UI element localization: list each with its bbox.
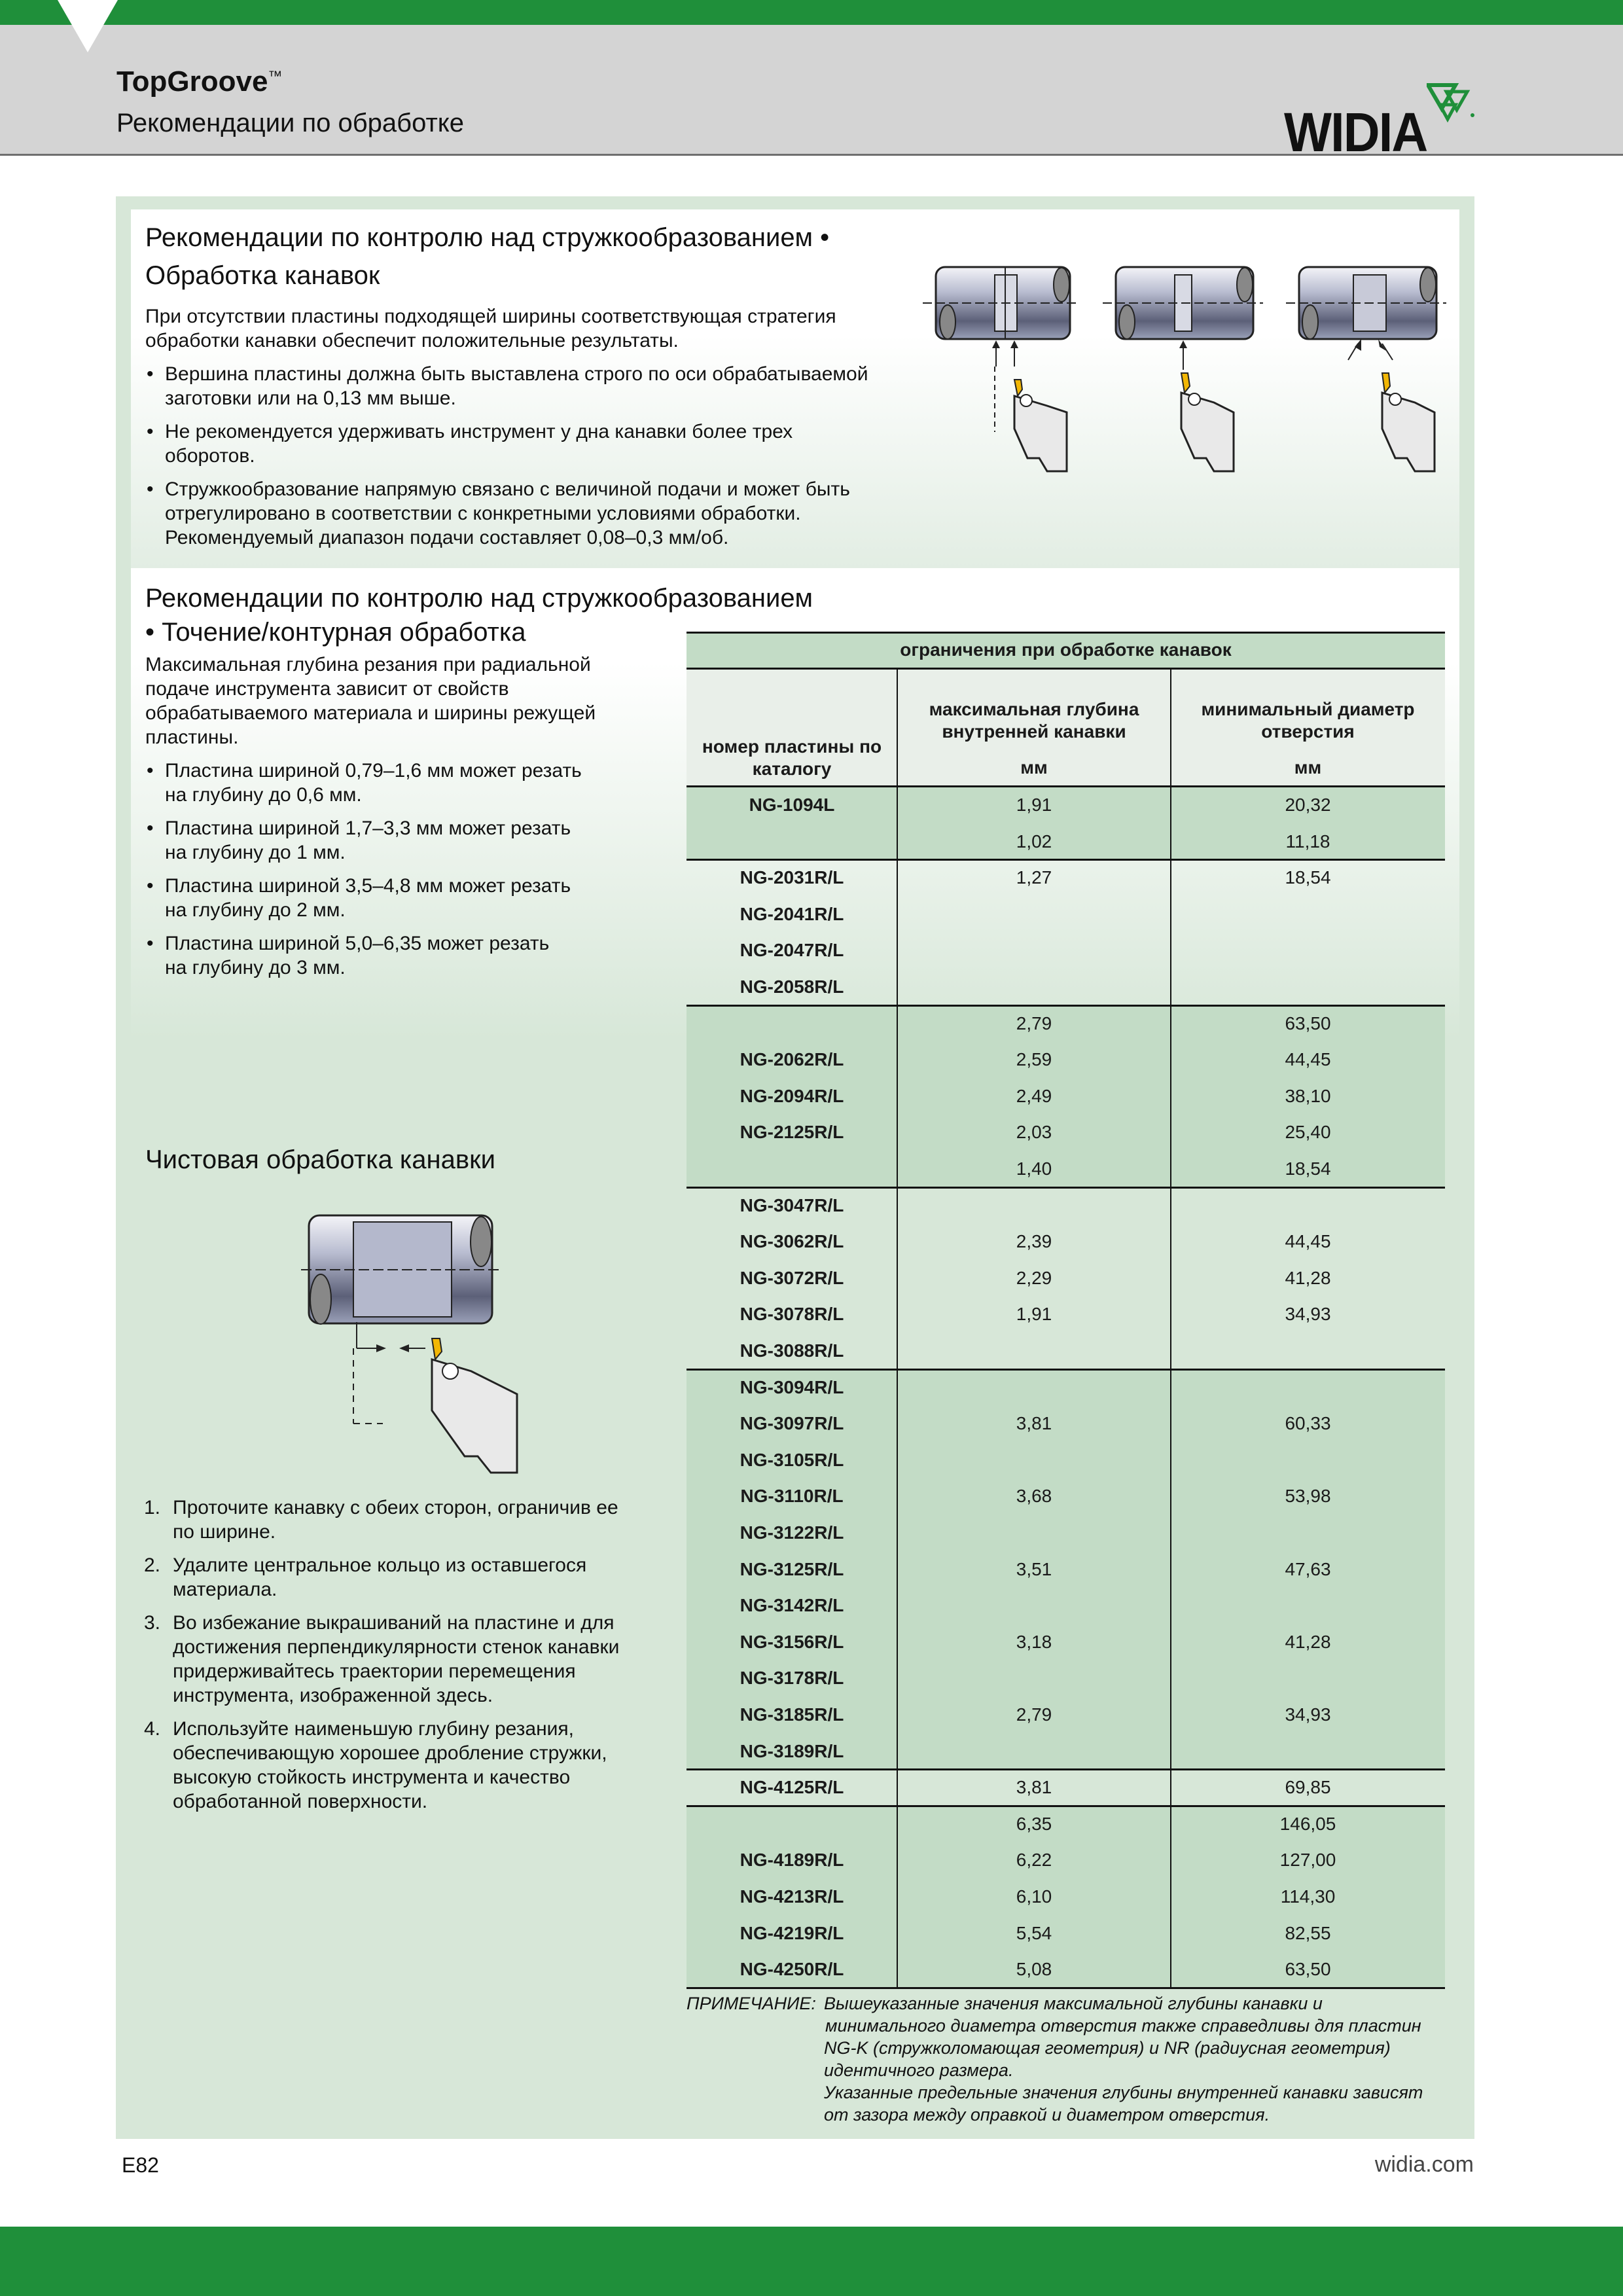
- cell-min-bore: 47,63: [1285, 1558, 1331, 1579]
- table-row: [687, 1515, 1445, 1551]
- table-row: [687, 969, 1445, 1005]
- table-row: [687, 1223, 1445, 1260]
- cell-max-depth: [897, 896, 1171, 933]
- cell-min-bore: 63,50: [1285, 1959, 1331, 1980]
- cell-min-bore: [1171, 1442, 1445, 1479]
- table-row: [687, 1151, 1445, 1187]
- cell-max-depth: [897, 969, 1171, 1005]
- section2-intro: Максимальная глубина резания при радиальной подаче инструмента зависит от свойств обрабатываемого материала и ширины режущей пластины.: [145, 654, 596, 748]
- cell-min-bore: 44,45: [1285, 1049, 1331, 1070]
- cell-max-depth: [897, 1333, 1171, 1369]
- col-header-max-depth: максимальная глубина внутренней канавки: [929, 699, 1139, 742]
- cell-insert-number: NG-3062R/L: [740, 1231, 844, 1252]
- unit-min-bore: мм: [1294, 757, 1322, 778]
- section1-title-line1: Рекомендации по контролю над стружкообразованием •: [145, 223, 830, 252]
- cell-max-depth: 2,59: [1016, 1049, 1052, 1070]
- group-rule: [687, 1805, 1445, 1807]
- column-rule: [1170, 668, 1171, 1988]
- cell-min-bore: 63,50: [1285, 1013, 1331, 1033]
- cell-min-bore: [1171, 1515, 1445, 1551]
- cell-min-bore: 53,98: [1285, 1486, 1331, 1507]
- group-rule: [687, 1369, 1445, 1371]
- table-row: [687, 1296, 1445, 1333]
- cell-insert-number: NG-3185R/L: [740, 1704, 844, 1725]
- cell-min-bore: 127,00: [1279, 1850, 1336, 1871]
- cell-insert-number: NG-2031R/L: [740, 867, 844, 888]
- table-title-rule: [687, 668, 1445, 670]
- cell-insert-number: NG-3097R/L: [740, 1413, 844, 1434]
- page-header: [0, 25, 1623, 163]
- cell-min-bore: [1171, 896, 1445, 933]
- widia-triangle-logo-icon: [1427, 82, 1479, 128]
- cell-min-bore: [1171, 1733, 1445, 1770]
- unit-max-depth: мм: [1020, 757, 1048, 778]
- cell-insert-number: NG-3189R/L: [740, 1740, 844, 1761]
- cell-insert-number: NG-3125R/L: [740, 1558, 844, 1579]
- finish-step: 3. Во избежание выкрашиваний на пластине и для достижения перпендикулярности стенок канавки придерживайтесь траектории перемещения инструмента, изображенной здесь.: [144, 1612, 620, 1706]
- cell-insert-number: NG-2058R/L: [740, 977, 844, 997]
- finish-step: 2. Удалите центральное кольцо из оставшегося материала.: [144, 1554, 587, 1600]
- cell-insert-number: NG-3110R/L: [740, 1486, 844, 1507]
- section2-title-line1: Рекомендации по контролю над стружкообразованием: [145, 584, 813, 613]
- cell-insert-number: [687, 823, 897, 860]
- cell-min-bore: 44,45: [1285, 1231, 1331, 1252]
- shaft-diagram-3: [1286, 267, 1446, 471]
- finish-grooving-illustration: [301, 1208, 530, 1486]
- cell-min-bore: 20,32: [1285, 795, 1331, 815]
- cell-insert-number: NG-4213R/L: [740, 1886, 844, 1907]
- cell-max-depth: [897, 1369, 1171, 1406]
- group-rule: [687, 859, 1445, 861]
- table-row: [687, 1405, 1445, 1442]
- cell-min-bore: 82,55: [1285, 1922, 1331, 1943]
- cell-max-depth: 3,81: [1016, 1413, 1052, 1434]
- section2-bullet: • Пластина шириной 3,5–4,8 мм может резать на глубину до 2 мм.: [144, 874, 571, 922]
- table-row: [687, 1005, 1445, 1042]
- table-row: [687, 1078, 1445, 1115]
- group-rule: [687, 1768, 1445, 1770]
- cell-min-bore: [1171, 969, 1445, 1005]
- cell-insert-number: [687, 1806, 897, 1842]
- cell-min-bore: 114,30: [1280, 1886, 1336, 1907]
- table-title: ограничения при обработке канавок: [900, 639, 1232, 660]
- cell-max-depth: 2,03: [1016, 1122, 1052, 1143]
- table-row: [687, 1260, 1445, 1297]
- table-row: [687, 1842, 1445, 1878]
- cell-insert-number: NG-3105R/L: [740, 1449, 844, 1470]
- product-name: TopGroove™: [116, 65, 283, 98]
- table-bottom-rule: [687, 1987, 1445, 1989]
- table-row: [687, 1587, 1445, 1624]
- cell-max-depth: 5,54: [1016, 1922, 1052, 1943]
- table-row: [687, 1915, 1445, 1952]
- cell-insert-number: NG-3094R/L: [740, 1376, 844, 1397]
- cell-min-bore: [1171, 1660, 1445, 1696]
- table-row: [687, 1369, 1445, 1406]
- table-row: [687, 1696, 1445, 1733]
- cell-insert-number: NG-2047R/L: [740, 940, 844, 961]
- section2-bullet: • Пластина шириной 0,79–1,6 мм может резать на глубину до 0,6 мм.: [144, 759, 582, 807]
- cell-min-bore: 34,93: [1285, 1304, 1331, 1325]
- table-top-rule: [687, 632, 1445, 634]
- cell-insert-number: NG-2094R/L: [740, 1085, 844, 1106]
- cell-min-bore: 38,10: [1285, 1085, 1331, 1106]
- cell-max-depth: 1,91: [1016, 1304, 1052, 1325]
- finish-step: 1. Проточите канавку с обеих сторон, ограничив ее по ширине.: [144, 1497, 618, 1543]
- cell-max-depth: 3,18: [1016, 1631, 1052, 1652]
- bottom-green-bar: [0, 2227, 1623, 2296]
- top-green-bar: [0, 0, 1623, 25]
- cell-insert-number: NG-2062R/L: [740, 1049, 844, 1070]
- cell-min-bore: 60,33: [1285, 1413, 1331, 1434]
- table-row: [687, 1114, 1445, 1151]
- cell-insert-number: NG-3178R/L: [740, 1668, 844, 1689]
- page-number: E82: [122, 2153, 159, 2177]
- cell-insert-number: NG-3047R/L: [740, 1194, 844, 1215]
- table-row: [687, 1478, 1445, 1515]
- table-row: [687, 859, 1445, 896]
- cell-min-bore: 146,05: [1279, 1813, 1336, 1834]
- group-rule: [687, 1005, 1445, 1007]
- section2-title-line2: • Точение/контурная обработка: [145, 618, 526, 647]
- table-row: [687, 896, 1445, 933]
- cell-insert-number: NG-4250R/L: [740, 1959, 844, 1980]
- table-row: [687, 1733, 1445, 1770]
- table-header-rule: [687, 785, 1445, 787]
- cell-max-depth: [897, 1587, 1171, 1624]
- cell-insert-number: NG-3156R/L: [740, 1631, 844, 1652]
- table-row: [687, 1769, 1445, 1806]
- cell-max-depth: 2,29: [1016, 1267, 1052, 1288]
- col-header-min-bore: минимальный диаметр отверстия: [1201, 699, 1415, 742]
- table-row: [687, 1041, 1445, 1078]
- cell-min-bore: 25,40: [1285, 1122, 1331, 1143]
- cell-insert-number: NG-3088R/L: [740, 1340, 844, 1361]
- cell-min-bore: [1171, 932, 1445, 969]
- cell-insert-number: NG-1094L: [749, 795, 835, 815]
- cell-insert-number: NG-4219R/L: [740, 1922, 844, 1943]
- cell-max-depth: 1,02: [1016, 831, 1052, 852]
- website-link[interactable]: widia.com: [1374, 2152, 1474, 2177]
- cell-max-depth: 2,79: [1016, 1704, 1052, 1725]
- cell-min-bore: [1171, 1369, 1445, 1406]
- table-row: [687, 1951, 1445, 1988]
- cell-insert-number: NG-4125R/L: [740, 1777, 844, 1798]
- cell-min-bore: 18,54: [1285, 1158, 1331, 1179]
- cell-max-depth: 2,39: [1016, 1231, 1052, 1252]
- cell-max-depth: 1,91: [1016, 795, 1052, 815]
- finish-step: 4. Используйте наименьшую глубину резания, обеспечивающую хорошее дробление стружки, высокую стойкость инструмента и качество обработанной поверхности.: [144, 1718, 607, 1812]
- table-row: [687, 1806, 1445, 1842]
- cell-insert-number: NG-3072R/L: [740, 1267, 844, 1288]
- cell-max-depth: [897, 1733, 1171, 1770]
- cell-max-depth: 3,68: [1016, 1486, 1052, 1507]
- header-notch: [58, 0, 118, 52]
- cell-max-depth: [897, 1442, 1171, 1479]
- table-row: [687, 1624, 1445, 1660]
- cell-min-bore: 69,85: [1285, 1777, 1331, 1798]
- section1-bullet: • Не рекомендуется удерживать инструмент у дна канавки более трех оборотов.: [144, 420, 793, 468]
- section1-intro-line1: При отсутствии пластины подходящей ширины соответствующая стратегия: [145, 306, 836, 327]
- cell-insert-number: NG-2041R/L: [740, 903, 844, 924]
- cell-insert-number: NG-3078R/L: [740, 1304, 844, 1325]
- cell-insert-number: NG-3122R/L: [740, 1522, 844, 1543]
- table-row: [687, 932, 1445, 969]
- grooving-strategy-illustration: [916, 255, 1453, 484]
- page-subtitle: Рекомендации по обработке: [116, 109, 464, 137]
- cell-max-depth: 5,08: [1016, 1959, 1052, 1980]
- cell-max-depth: 3,51: [1016, 1558, 1052, 1579]
- table-row: [687, 787, 1445, 823]
- table-row: [687, 1333, 1445, 1369]
- cell-insert-number: [687, 1151, 897, 1187]
- shaft-diagram-2: [1103, 267, 1263, 471]
- cell-max-depth: [897, 932, 1171, 969]
- cell-max-depth: 2,79: [1016, 1013, 1052, 1033]
- section1-bullet: • Вершина пластины должна быть выставлена строго по оси обрабатываемой заготовки или на 0,13 мм выше.: [144, 362, 868, 410]
- shaft-diagram-1: [923, 267, 1080, 471]
- cell-max-depth: 6,10: [1016, 1886, 1052, 1907]
- cell-insert-number: NG-3142R/L: [740, 1595, 844, 1616]
- table-row: [687, 1660, 1445, 1696]
- table-row: [687, 1878, 1445, 1915]
- cell-min-bore: 41,28: [1285, 1631, 1331, 1652]
- section2-bullet: • Пластина шириной 1,7–3,3 мм может резать на глубину до 1 мм.: [144, 816, 571, 865]
- column-rule: [897, 668, 898, 1988]
- widia-logo: WIDIA: [1284, 88, 1480, 160]
- cell-max-depth: [897, 1660, 1171, 1696]
- cell-min-bore: 41,28: [1285, 1267, 1331, 1288]
- cell-insert-number: NG-4189R/L: [740, 1850, 844, 1871]
- cell-max-depth: 6,22: [1016, 1850, 1052, 1871]
- cell-min-bore: 11,18: [1285, 831, 1330, 852]
- cell-min-bore: [1171, 1333, 1445, 1369]
- cell-max-depth: 6,35: [1016, 1813, 1052, 1834]
- cell-min-bore: 18,54: [1285, 867, 1331, 888]
- cell-max-depth: 3,81: [1016, 1777, 1052, 1798]
- cell-max-depth: 1,40: [1016, 1158, 1052, 1179]
- note-label: ПРИМЕЧАНИЕ:: [687, 1994, 816, 2013]
- section3-title: Чистовая обработка канавки: [145, 1145, 495, 1174]
- table-row: [687, 1187, 1445, 1224]
- section1-title-line2: Обработка канавок: [145, 261, 380, 290]
- cell-max-depth: [897, 1187, 1171, 1224]
- cell-min-bore: 34,93: [1285, 1704, 1331, 1725]
- cell-insert-number: [687, 1005, 897, 1042]
- cell-min-bore: [1171, 1587, 1445, 1624]
- cell-min-bore: [1171, 1187, 1445, 1224]
- cell-max-depth: 1,27: [1016, 867, 1052, 888]
- cell-max-depth: [897, 1515, 1171, 1551]
- cell-insert-number: NG-2125R/L: [740, 1122, 844, 1143]
- table-row: [687, 1442, 1445, 1479]
- col-header-catalog: номер пластины по каталогу: [702, 736, 882, 779]
- section1-bullet: • Стружкообразование напрямую связано с величиной подачи и может быть отрегулировано в соответствии с конкретными условиями обработки. Рекомендуемый диапазон подачи составляет 0,08–0,3 мм/об.: [144, 477, 850, 550]
- section2-bullet: • Пластина шириной 5,0–6,35 может резать на глубину до 3 мм.: [144, 931, 549, 980]
- cell-max-depth: 2,49: [1016, 1085, 1052, 1106]
- note-text: Вышеуказанные значения максимальной глубины канавки и минимального диаметра отверстия также справедливы для пластин NG-K (стружколомающая геометрия) и NR (радиусная геометрия) идентичного размера. Указанные предельные значения глубины внутренней канавки зависят от зазора между оправкой и диаметром отверстия.: [824, 1994, 1423, 2125]
- group-rule: [687, 1187, 1445, 1189]
- table-row: [687, 1551, 1445, 1588]
- section1-intro-line2: обработки канавки обеспечит положительные результаты.: [145, 330, 679, 351]
- table-row: [687, 823, 1445, 860]
